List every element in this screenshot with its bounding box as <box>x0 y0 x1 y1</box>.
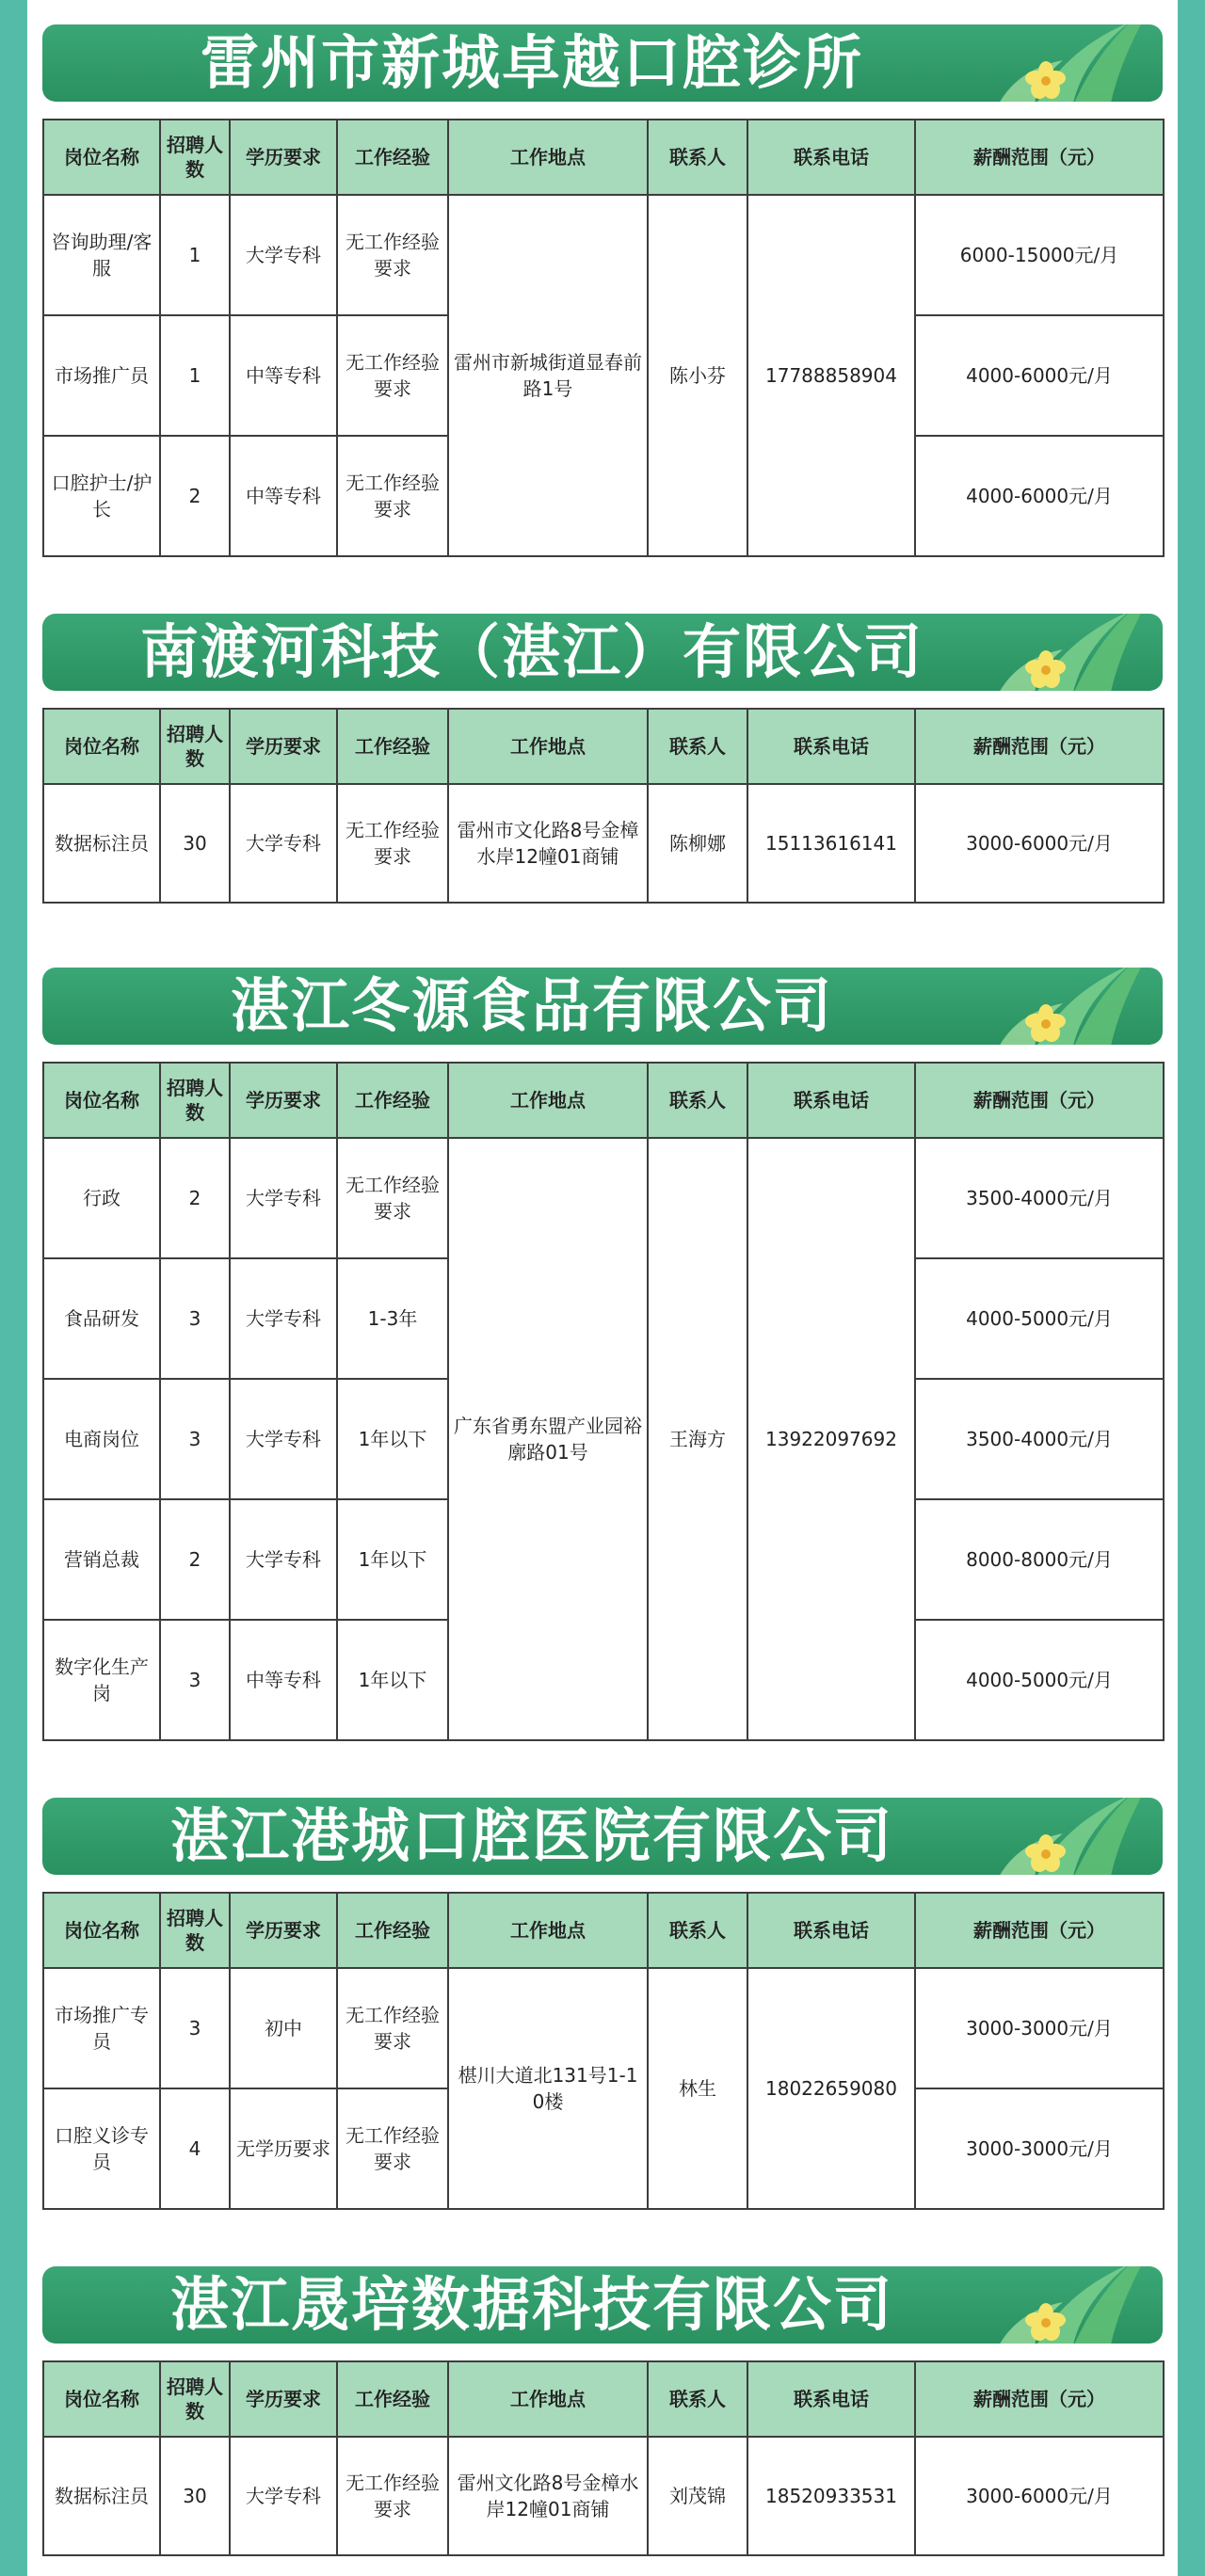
contact-person: 陈小芬 <box>648 195 747 556</box>
header-salary: 薪酬范围（元） <box>915 709 1164 784</box>
job-count: 30 <box>160 2437 230 2555</box>
job-location: 广东省勇东盟产业园裕廓路01号 <box>448 1138 648 1740</box>
jobs-table <box>42 2360 1165 2556</box>
flower-grass-icon <box>978 24 1157 102</box>
company-section <box>42 2266 1163 2556</box>
job-salary: 8000-8000元/月 <box>915 1499 1164 1620</box>
company-name: 湛江港城口腔医院有限公司 <box>169 1801 893 1870</box>
header-title: 岗位名称 <box>43 709 160 784</box>
job-education: 大学专科 <box>230 1258 337 1379</box>
job-salary: 3000-3000元/月 <box>915 1968 1164 2088</box>
table-header-row <box>43 1063 1164 1138</box>
job-education: 大学专科 <box>230 1499 337 1620</box>
job-salary: 4000-6000元/月 <box>915 436 1164 556</box>
header-count: 招聘人数 <box>160 1063 230 1138</box>
job-salary: 4000-5000元/月 <box>915 1258 1164 1379</box>
header-contact: 联系人 <box>648 709 747 784</box>
job-location: 雷州市文化路8号金樟水岸12幢01商铺 <box>448 784 648 903</box>
company-banner <box>42 1798 1163 1875</box>
header-phone: 联系电话 <box>747 120 915 195</box>
jobs-table <box>42 119 1165 557</box>
contact-person: 刘茂锦 <box>648 2437 747 2555</box>
job-salary: 4000-6000元/月 <box>915 315 1164 436</box>
job-count: 1 <box>160 315 230 436</box>
header-salary: 薪酬范围（元） <box>915 120 1164 195</box>
jobs-table <box>42 708 1165 904</box>
header-education: 学历要求 <box>230 1063 337 1138</box>
job-count: 2 <box>160 1138 230 1258</box>
header-salary: 薪酬范围（元） <box>915 2361 1164 2437</box>
job-count: 2 <box>160 436 230 556</box>
table-row <box>43 195 1164 315</box>
table-header-row <box>43 2361 1164 2437</box>
jobs-table <box>42 1892 1165 2210</box>
company-section <box>42 614 1163 904</box>
job-count: 3 <box>160 1258 230 1379</box>
contact-person: 林生 <box>648 1968 747 2209</box>
table-header-row <box>43 709 1164 784</box>
header-phone: 联系电话 <box>747 1893 915 1968</box>
job-salary: 4000-5000元/月 <box>915 1620 1164 1740</box>
job-title: 营销总裁 <box>43 1499 160 1620</box>
job-title: 口腔义诊专员 <box>43 2088 160 2209</box>
header-experience: 工作经验 <box>337 2361 448 2437</box>
contact-phone: 18022659080 <box>747 1968 915 2209</box>
job-count: 4 <box>160 2088 230 2209</box>
company-name: 湛江冬源食品有限公司 <box>230 971 833 1040</box>
table-row <box>43 1138 1164 1258</box>
header-experience: 工作经验 <box>337 1893 448 1968</box>
job-experience: 无工作经验要求 <box>337 1968 448 2088</box>
job-experience: 1-3年 <box>337 1258 448 1379</box>
job-experience: 无工作经验要求 <box>337 784 448 903</box>
job-education: 大学专科 <box>230 195 337 315</box>
header-location: 工作地点 <box>448 1893 648 1968</box>
flower-grass-icon <box>978 614 1157 691</box>
job-title: 口腔护士/护长 <box>43 436 160 556</box>
company-banner <box>42 968 1163 1045</box>
contact-phone: 18520933531 <box>747 2437 915 2555</box>
job-count: 30 <box>160 784 230 903</box>
job-salary: 3500-4000元/月 <box>915 1138 1164 1258</box>
job-count: 1 <box>160 195 230 315</box>
header-location: 工作地点 <box>448 709 648 784</box>
flower-grass-icon <box>978 2266 1157 2344</box>
job-experience: 无工作经验要求 <box>337 2437 448 2555</box>
contact-phone: 17788858904 <box>747 195 915 556</box>
contact-phone: 15113616141 <box>747 784 915 903</box>
job-education: 无学历要求 <box>230 2088 337 2209</box>
job-education: 中等专科 <box>230 436 337 556</box>
job-salary: 3500-4000元/月 <box>915 1379 1164 1499</box>
company-name: 湛江晟培数据科技有限公司 <box>169 2270 893 2339</box>
company-banner <box>42 614 1163 691</box>
contact-person: 陈柳娜 <box>648 784 747 903</box>
header-education: 学历要求 <box>230 120 337 195</box>
header-experience: 工作经验 <box>337 120 448 195</box>
header-count: 招聘人数 <box>160 2361 230 2437</box>
table-header-row <box>43 120 1164 195</box>
job-location: 椹川大道北131号1-10楼 <box>448 1968 648 2209</box>
job-salary: 3000-6000元/月 <box>915 784 1164 903</box>
contact-phone: 13922097692 <box>747 1138 915 1740</box>
table-header-row <box>43 1893 1164 1968</box>
job-title: 数据标注员 <box>43 2437 160 2555</box>
job-location: 雷州文化路8号金樟水岸12幢01商铺 <box>448 2437 648 2555</box>
job-experience: 1年以下 <box>337 1379 448 1499</box>
header-count: 招聘人数 <box>160 709 230 784</box>
job-education: 大学专科 <box>230 2437 337 2555</box>
job-experience: 1年以下 <box>337 1499 448 1620</box>
header-phone: 联系电话 <box>747 2361 915 2437</box>
table-row <box>43 2437 1164 2555</box>
flower-grass-icon <box>978 968 1157 1045</box>
header-count: 招聘人数 <box>160 120 230 195</box>
job-count: 3 <box>160 1620 230 1740</box>
header-count: 招聘人数 <box>160 1893 230 1968</box>
job-experience: 无工作经验要求 <box>337 1138 448 1258</box>
header-experience: 工作经验 <box>337 709 448 784</box>
header-title: 岗位名称 <box>43 120 160 195</box>
header-phone: 联系电话 <box>747 709 915 784</box>
job-title: 市场推广员 <box>43 315 160 436</box>
header-education: 学历要求 <box>230 2361 337 2437</box>
job-education: 大学专科 <box>230 1379 337 1499</box>
job-experience: 无工作经验要求 <box>337 315 448 436</box>
job-education: 初中 <box>230 1968 337 2088</box>
company-name: 南渡河科技（湛江）有限公司 <box>139 617 924 686</box>
job-education: 中等专科 <box>230 1620 337 1740</box>
job-title: 数据标注员 <box>43 784 160 903</box>
company-section <box>42 968 1163 1741</box>
job-education: 大学专科 <box>230 784 337 903</box>
header-experience: 工作经验 <box>337 1063 448 1138</box>
company-section <box>42 1798 1163 2210</box>
table-row <box>43 784 1164 903</box>
job-salary: 3000-3000元/月 <box>915 2088 1164 2209</box>
flower-grass-icon <box>978 1798 1157 1875</box>
header-location: 工作地点 <box>448 2361 648 2437</box>
header-contact: 联系人 <box>648 2361 747 2437</box>
job-title: 电商岗位 <box>43 1379 160 1499</box>
header-contact: 联系人 <box>648 120 747 195</box>
job-title: 数字化生产岗 <box>43 1620 160 1740</box>
job-title: 咨询助理/客服 <box>43 195 160 315</box>
header-salary: 薪酬范围（元） <box>915 1893 1164 1968</box>
jobs-table <box>42 1062 1165 1741</box>
job-title: 市场推广专员 <box>43 1968 160 2088</box>
job-experience: 无工作经验要求 <box>337 2088 448 2209</box>
company-name: 雷州市新城卓越口腔诊所 <box>200 28 863 97</box>
header-education: 学历要求 <box>230 1893 337 1968</box>
job-location: 雷州市新城街道显春前路1号 <box>448 195 648 556</box>
company-banner <box>42 24 1163 102</box>
job-salary: 6000-15000元/月 <box>915 195 1164 315</box>
contact-person: 王海方 <box>648 1138 747 1740</box>
header-title: 岗位名称 <box>43 1063 160 1138</box>
header-title: 岗位名称 <box>43 2361 160 2437</box>
recruitment-page <box>27 0 1178 2576</box>
job-salary: 3000-6000元/月 <box>915 2437 1164 2555</box>
header-location: 工作地点 <box>448 120 648 195</box>
table-row <box>43 1968 1164 2088</box>
job-count: 3 <box>160 1968 230 2088</box>
job-title: 行政 <box>43 1138 160 1258</box>
header-contact: 联系人 <box>648 1893 747 1968</box>
job-education: 中等专科 <box>230 315 337 436</box>
job-count: 2 <box>160 1499 230 1620</box>
header-title: 岗位名称 <box>43 1893 160 1968</box>
job-experience: 1年以下 <box>337 1620 448 1740</box>
header-contact: 联系人 <box>648 1063 747 1138</box>
job-count: 3 <box>160 1379 230 1499</box>
company-section <box>42 24 1163 557</box>
job-title: 食品研发 <box>43 1258 160 1379</box>
job-education: 大学专科 <box>230 1138 337 1258</box>
header-education: 学历要求 <box>230 709 337 784</box>
job-experience: 无工作经验要求 <box>337 195 448 315</box>
job-experience: 无工作经验要求 <box>337 436 448 556</box>
header-location: 工作地点 <box>448 1063 648 1138</box>
header-phone: 联系电话 <box>747 1063 915 1138</box>
header-salary: 薪酬范围（元） <box>915 1063 1164 1138</box>
company-banner <box>42 2266 1163 2344</box>
